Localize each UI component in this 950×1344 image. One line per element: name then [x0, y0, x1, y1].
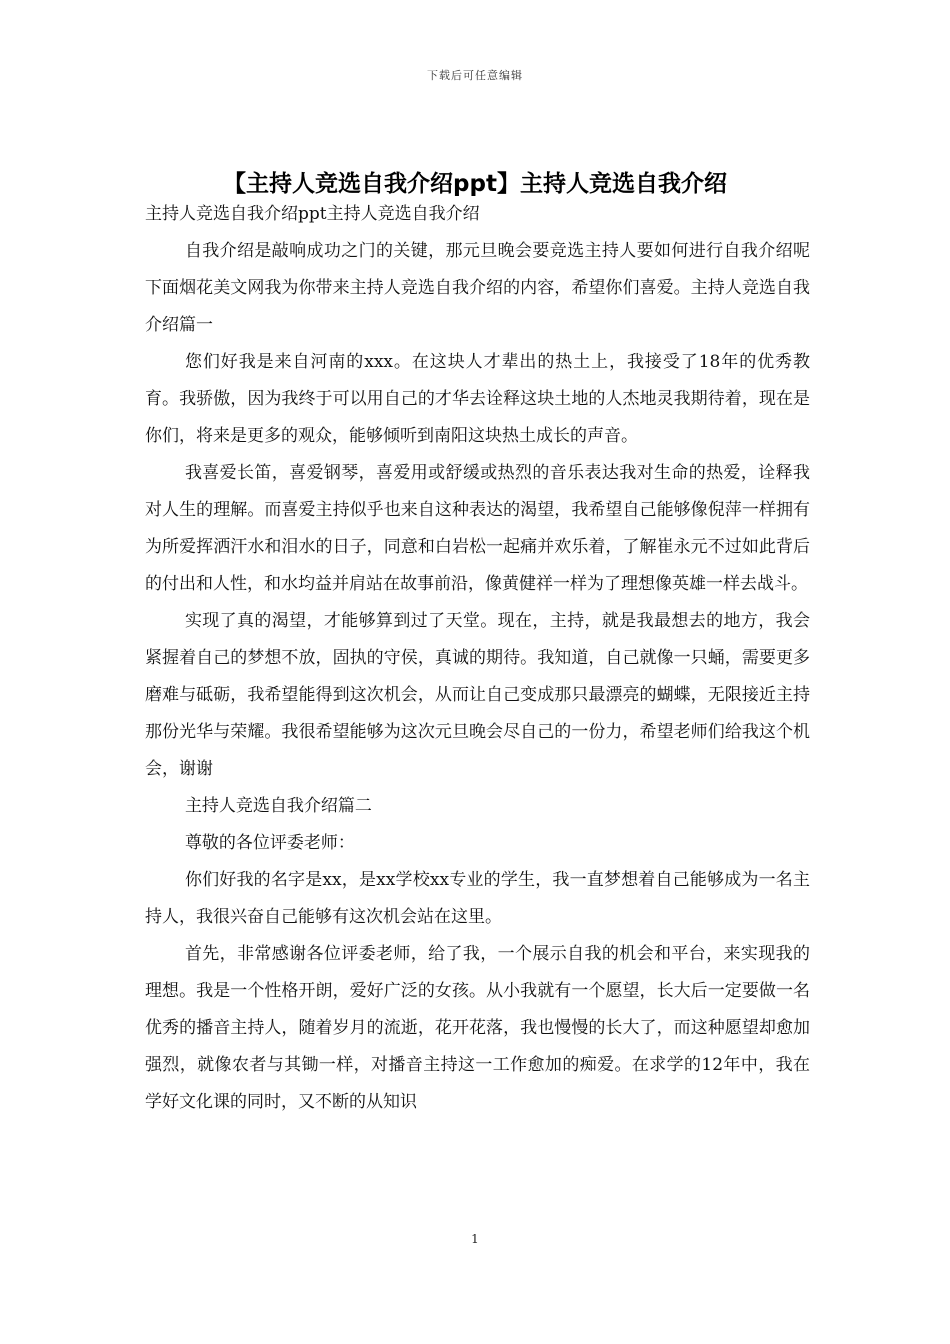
paragraph: 你们好我的名字是xx，是xx学校xx专业的学生，我一直梦想着自己能够成为一名主持人，我很兴奋自己能够有这次机会站在这里。 [145, 870, 810, 927]
subtitle-line: 主持人竞选自我介绍ppt主持人竞选自我介绍 [145, 204, 480, 224]
paragraph: 我喜爱长笛，喜爱钢琴，喜爱用或舒缓或热烈的音乐表达我对生命的热爱，诠释我对人生的理解。而喜爱主持似乎也来自这种表达的渴望，我希望自己能够像倪萍一样拥有为所爱挥洒汗水和泪水的日子，同意和白岩松一起痛并欢乐着，了解崔永元不过如此背后的付出和人性，和水均益并肩站在故事前沿，像黄健祥一样为了理想像英雄一样去战斗。 [145, 463, 810, 594]
paragraph: 首先，非常感谢各位评委老师，给了我，一个展示自我的机会和平台，来实现我的理想。我是一个性格开朗，爱好广泛的女孩。从小我就有一个愿望，长大后一定要做一名优秀的播音主持人，随着岁月的流逝，花开花落，我也慢慢的长大了，而这种愿望却愈加强烈，就像农者与其锄一样，对播音主持这一工作愈加的痴爱。在求学的12年中，我在学好文化课的同时，又不断的从知识 [145, 944, 810, 1112]
paragraph: 您们好我是来自河南的xxx。在这块人才辈出的热土上，我接受了18年的优秀教育。我骄傲，因为我终于可以用自己的才华去诠释这块土地的人杰地灵我期待着，现在是你们，将来是更多的观众，能够倾听到南阳这块热土成长的声音。 [145, 352, 810, 446]
salutation: 尊敬的各位评委老师： [184, 833, 355, 853]
section-heading: 主持人竞选自我介绍篇二 [184, 796, 372, 816]
paragraph-intro: 自我介绍是敲响成功之门的关键，那元旦晚会要竞选主持人要如何进行自我介绍呢下面烟花美文网我为你带来主持人竞选自我介绍的内容，希望你们喜爱。主持人竞选自我介绍篇一 [145, 241, 810, 335]
paragraph: 实现了真的渴望，才能够算到过了天堂。现在，主持，就是我最想去的地方，我会紧握着自己的梦想不放，固执的守侯，真诚的期待。我知道，自己就像一只蛹，需要更多磨难与砥砺，我希望能得到这次机会，从而让自己变成那只最漂亮的蝴蝶，无限接近主持那份光华与荣耀。我很希望能够为这次元旦晚会尽自己的一份力，希望老师们给我这个机会，谢谢 [145, 611, 810, 779]
header-note: 下载后可任意编辑 [427, 69, 523, 82]
page-number: 1 [471, 1232, 479, 1246]
document-title: 【主持人竞选自我介绍ppt】主持人竞选自我介绍 [223, 171, 727, 198]
document-body [145, 196, 810, 1121]
